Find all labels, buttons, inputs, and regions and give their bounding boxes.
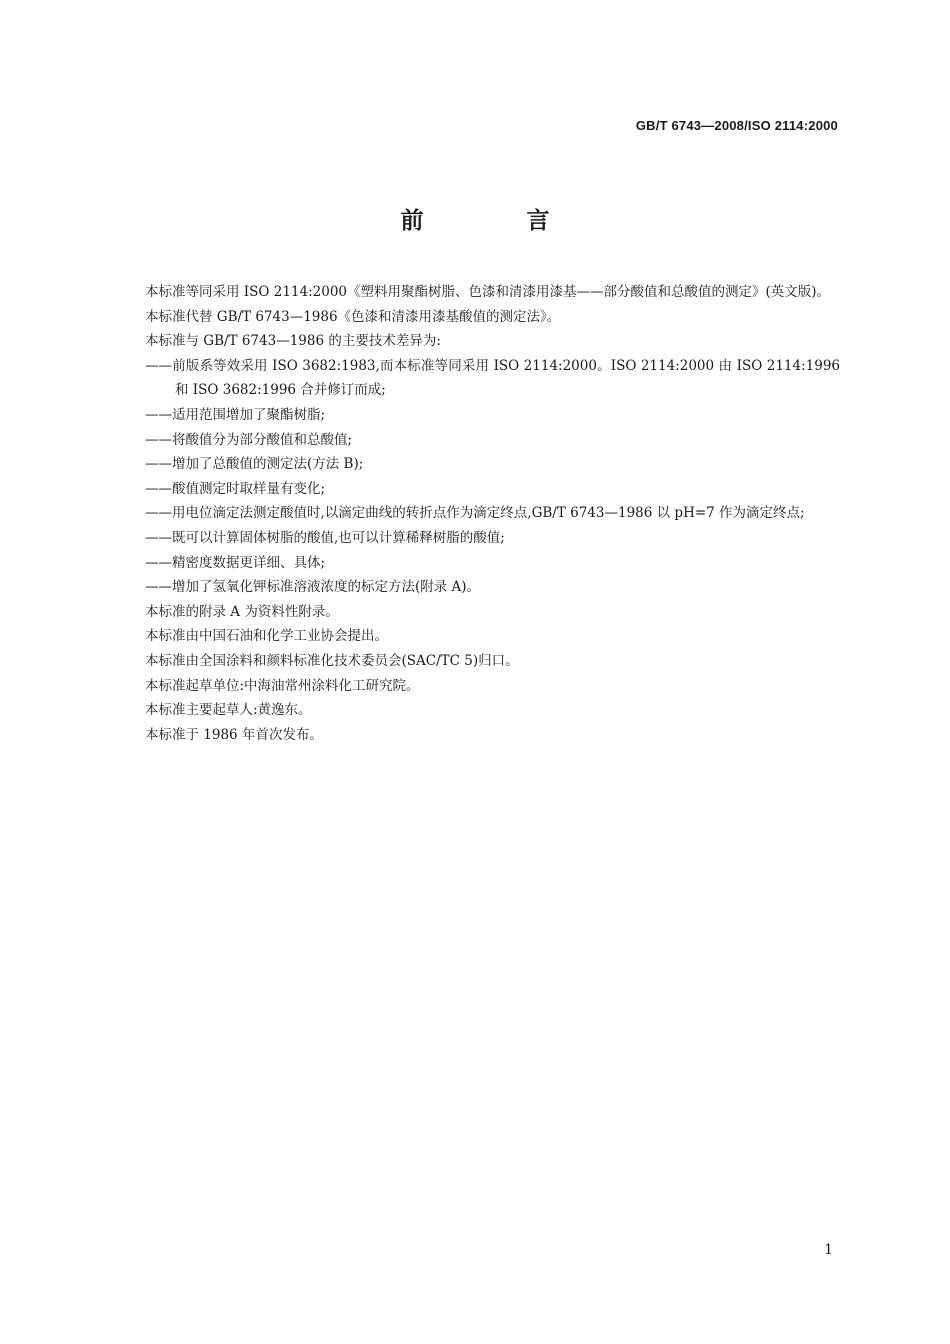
list-item: ——增加了总酸值的测定法(方法 B);: [145, 456, 364, 473]
list-item: ——用电位滴定法测定酸值时,以滴定曲线的转折点作为滴定终点,GB/T 6743—1986 以 pH=7 作为滴定终点;: [145, 505, 805, 522]
paragraph-differences-intro: 本标准与 GB/T 6743—1986 的主要技术差异为:: [145, 333, 441, 350]
page-number: 1: [824, 1242, 833, 1258]
paragraph-drafting-unit: 本标准起草单位:中海油常州涂料化工研究院。: [145, 677, 420, 694]
paragraph-first-published: 本标准于 1986 年首次发布。: [145, 726, 323, 743]
paragraph-annex: 本标准的附录 A 为资料性附录。: [145, 603, 339, 620]
paragraph-drafters: 本标准主要起草人:黄逸东。: [145, 702, 312, 719]
list-item: ——酸值测定时取样量有变化;: [145, 480, 326, 497]
standard-code-header: GB/T 6743—2008/ISO 2114:2000: [635, 118, 838, 133]
page-title: 前 言: [400, 208, 590, 234]
list-item: ——精密度数据更详细、具体;: [145, 554, 326, 571]
preface-body: [118, 280, 840, 747]
paragraph-proposed-by: 本标准由中国石油和化学工业协会提出。: [145, 628, 388, 645]
paragraph-adoption: 本标准等同采用 ISO 2114:2000《塑料用聚酯树脂、色漆和清漆用漆基——部分酸值和总酸值的测定》(英文版)。: [145, 284, 831, 300]
list-item: ——将酸值分为部分酸值和总酸值;: [145, 431, 353, 448]
list-item: ——适用范围增加了聚酯树脂;: [145, 406, 326, 423]
paragraph-centralized-by: 本标准由全国涂料和颜料标准化技术委员会(SAC/TC 5)归口。: [145, 652, 519, 669]
list-item: ——前版系等效采用 ISO 3682:1983,而本标准等同采用 ISO 2114:2000。ISO 2114:2000 由 ISO 2114:1996和 ISO 3682:1996 合并修订而成;: [145, 357, 840, 399]
paragraph-replaces: 本标准代替 GB/T 6743—1986《色漆和清漆用漆基酸值的测定法》。: [145, 308, 561, 325]
list-item: ——增加了氢氧化钾标准溶液浓度的标定方法(附录 A)。: [145, 579, 481, 596]
list-item: ——既可以计算固体树脂的酸值,也可以计算稀释树脂的酸值;: [145, 529, 505, 546]
